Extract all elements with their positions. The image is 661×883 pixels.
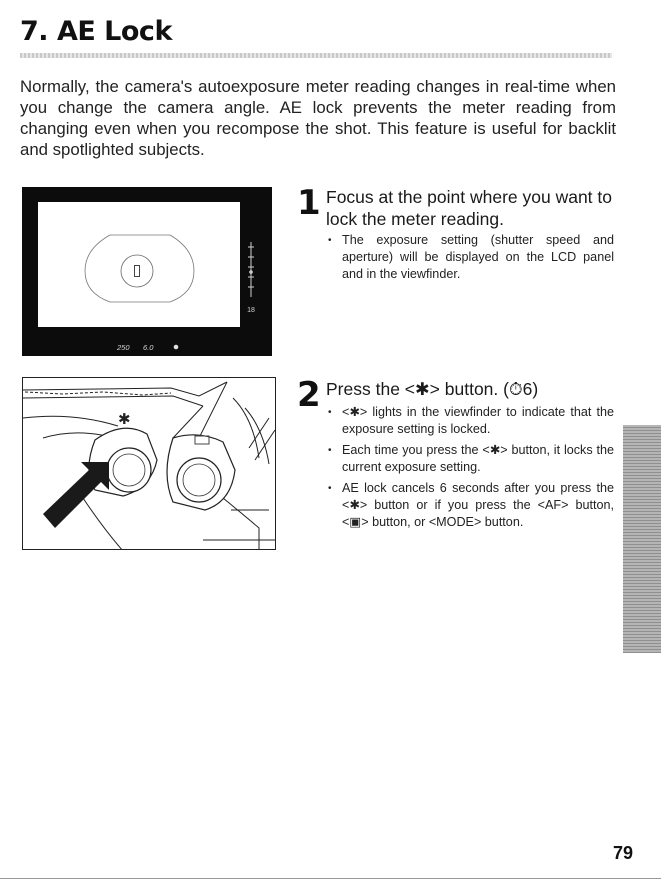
press-arrow-icon — [43, 462, 109, 528]
vf-shutter-label: 250 — [117, 343, 130, 352]
list-item: • AE lock cancels 6 seconds after you press the <✱> button or if you press the <AF> button, <▣> button, or <MODE> button. — [326, 480, 614, 531]
viewfinder-diagram — [22, 187, 272, 356]
chapter-side-tab — [623, 425, 661, 653]
vf-ae-lock-indicator — [174, 345, 179, 350]
step-1-bullets — [326, 232, 614, 287]
list-item: • Each time you press the <✱> button, it locks the current exposure setting. — [326, 442, 614, 476]
camera-back-diagram — [23, 378, 276, 550]
camera-illustration — [22, 377, 276, 550]
ae-lock-star-icon: ✱ — [118, 410, 131, 428]
intro-paragraph: Normally, the camera's autoexposure meter reading changes in real-time when you change the camera angle. AE lock prevents the meter reading from changing even when you recompose the shot. This feature is useful for backlit and spotlighted subjects. — [20, 77, 616, 159]
viewfinder-illustration — [22, 187, 272, 356]
step-2-number: 2 — [297, 375, 321, 415]
step-1-heading: Focus at the point where you want to lock the meter reading. — [326, 187, 612, 229]
page-number: 79 — [613, 843, 634, 863]
step-2-heading: Press the <✱> button. (⏱6) — [326, 379, 539, 399]
list-item: • The exposure setting (shutter speed and aperture) will be displayed on the LCD panel and in the viewfinder. — [326, 232, 614, 283]
step-1-number: 1 — [297, 183, 321, 223]
title-rule — [20, 53, 612, 58]
vf-aperture-label: 6.0 — [143, 343, 154, 352]
list-item: • <✱> lights in the viewfinder to indicate that the exposure setting is locked. — [326, 404, 614, 438]
step-2-bullets — [326, 404, 614, 535]
page-title: 7. AE Lock — [20, 16, 172, 47]
bottom-rule — [0, 878, 661, 879]
vf-count-label: 18 — [247, 307, 255, 314]
